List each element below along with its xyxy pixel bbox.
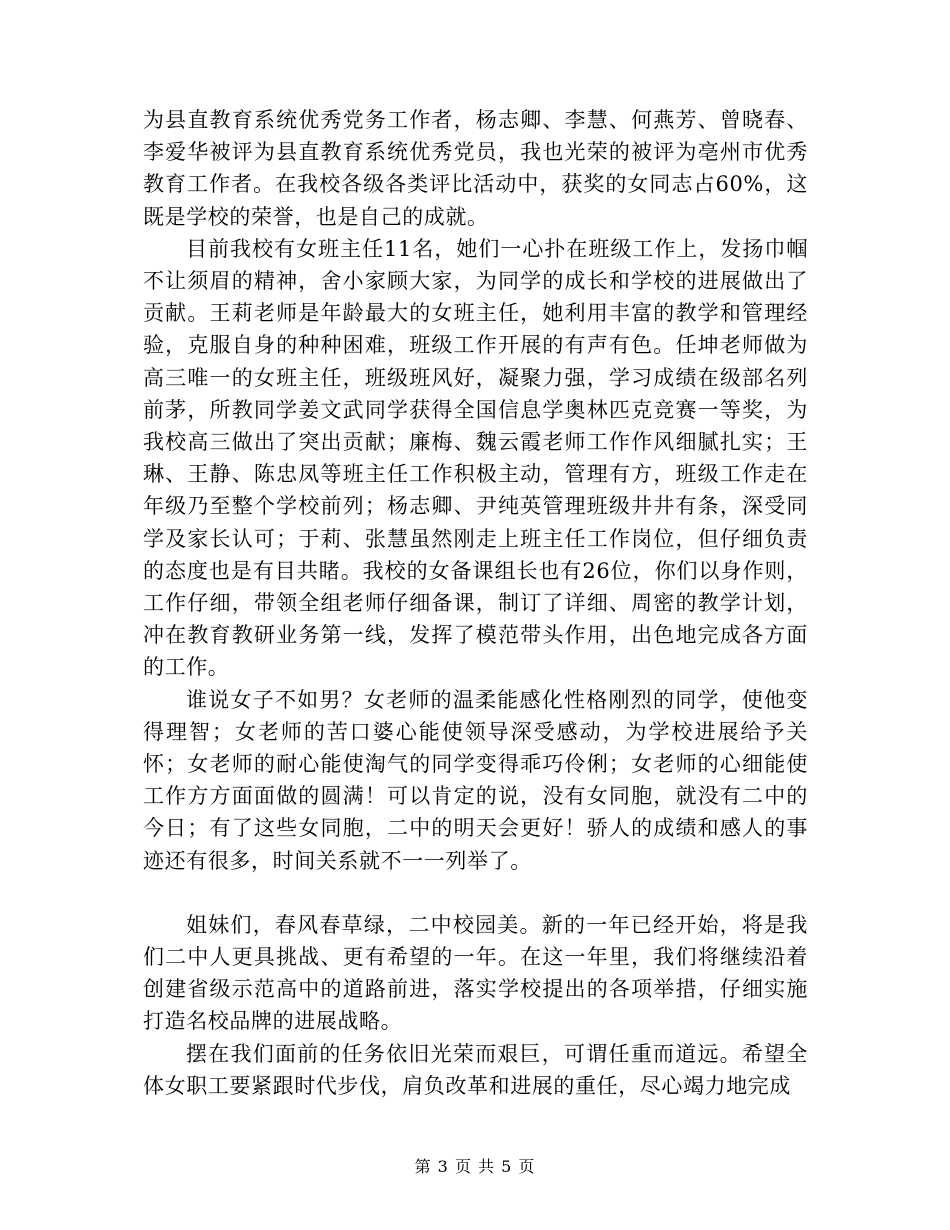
- paragraph-5: 摆在我们面前的任务依旧光荣而艰巨，可谓任重而道远。希望全体女职工要紧跟时代步伐，肩负改革和进展的重任，尽心竭力地完成: [143, 1041, 808, 1098]
- page-number-footer: 第 3 页 共 5 页: [414, 1157, 536, 1176]
- document-body: [143, 104, 808, 1102]
- paragraph-2: 目前我校有女班主任11名，她们一心扑在班级工作上，发扬巾帼不让须眉的精神，舍小家顾大家，为同学的成长和学校的进展做出了贡献。王莉老师是年龄最大的女班主任，她利用丰富的教学和管理经验，克服自身的种种困难，班级工作开展的有声有色。任坤老师做为高三唯一的女班主任，班级班风好，凝聚力强，学习成绩在级部名列前茅，所教同学姜文武同学获得全国信息学奥林匹克竞赛一等奖，为我校高三做出了突出贡献；廉梅、魏云霞老师工作作风细腻扎实；王琳、王静、陈忠凤等班主任工作积极主动，管理有方，班级工作走在年级乃至整个学校前列；杨志卿、尹纯英管理班级井井有条，深受同学及家长认可；于莉、张慧虽然刚走上班主任工作岗位，但仔细负责的态度也是有目共睹。我校的女备课组长也有26位，你们以身作则，工作仔细，带领全组老师仔细备课，制订了详细、周密的教学计划，冲在教育教研业务第一线，发挥了模范带头作用，出色地完成各方面的工作。: [143, 236, 808, 680]
- paragraph-4: 姐妹们，春风春草绿，二中校园美。新的一年已经开始，将是我们二中人更具挑战、更有希望的一年。在这一年里，我们将继续沿着创建省级示范高中的道路前进，落实学校提出的各项举措，仔细实施打造名校品牌的进展战略。: [143, 912, 808, 1034]
- paragraph-1: 为县直教育系统优秀党务工作者，杨志卿、李慧、何燕芳、曾晓春、李爱华被评为县直教育系统优秀党员，我也光荣的被评为亳州市优秀教育工作者。在我校各级各类评比活动中，获奖的女同志占60%，这既是学校的荣誉，也是自己的成就。: [143, 108, 808, 229]
- paragraph-3: 谁说女子不如男？女老师的温柔能感化性格刚烈的同学，使他变得理智；女老师的苦口婆心能使领导深受感动，为学校进展给予关怀；女老师的耐心能使淘气的同学变得乖巧伶俐；女老师的心细能使工作方方面面做的圆满！可以肯定的说，没有女同胞，就没有二中的今日；有了这些女同胞，二中的明天会更好！骄人的成绩和感人的事迹还有很多，时间关系就不一一列举了。: [143, 687, 808, 873]
